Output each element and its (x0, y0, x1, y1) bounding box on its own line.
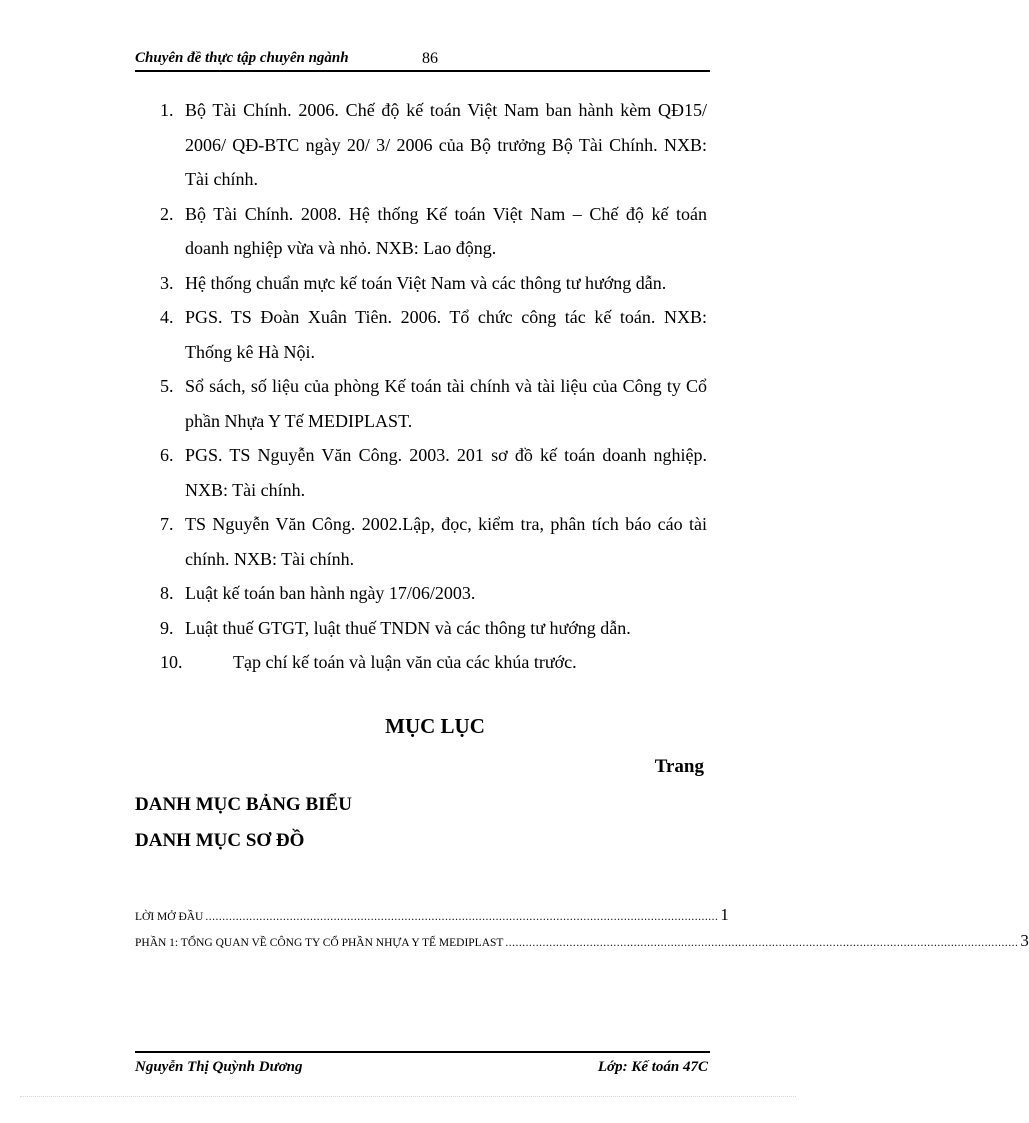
toc-entry-page: 1 (720, 905, 729, 924)
reference-text: PGS. TS Nguyễn Văn Công. 2003. 201 sơ đồ kế toán doanh nghiệp. NXB: Tài chính. (185, 445, 707, 500)
header-title: Chuyên đề thực tập chuyên ngành (135, 50, 349, 66)
reference-text: Bộ Tài Chính. 2008. Hệ thống Kế toán Việt Nam – Chế độ kế toán doanh nghiệp vừa và nhỏ. NXB: Lao động. (185, 203, 707, 258)
reference-number: 10. (160, 652, 183, 672)
reference-number: 9. (160, 617, 174, 638)
reference-item (135, 369, 707, 438)
reference-text: Tạp chí kế toán và luận văn của các khúa trước. (233, 652, 577, 672)
toc-leader-dots: ........................................................................................................................................................ (205, 911, 719, 923)
reference-number: 8. (160, 583, 174, 603)
reference-item (135, 266, 707, 301)
page-number: 86 (422, 50, 438, 67)
reference-item (135, 197, 707, 266)
reference-item (135, 300, 707, 369)
toc-entry-label: PHẦN 1: TỔNG QUAN VỀ CÔNG TY CỔ PHẦN NHỰA Y TẾ MEDIPLAST (135, 937, 504, 949)
toc-entry[interactable] (135, 931, 1029, 951)
toc-leader-dots: ........................................................................................................................................................ (505, 937, 1019, 949)
reference-number: 6. (160, 445, 174, 465)
reference-number: 4. (160, 307, 174, 327)
reference-text: Bộ Tài Chính. 2006. Chế độ kế toán Việt Nam ban hành kèm QĐ15/ 2006/ QĐ-BTC ngày 20/ 3/ 2006 của Bộ trưởng Bộ Tài Chính. NXB: Tài chính. (185, 100, 707, 189)
reference-number: 7. (160, 514, 174, 534)
reference-text: Luật thuế GTGT, luật thuế TNDN và các thông tư hướng dẫn. (185, 617, 631, 638)
reference-text: Sổ sách, số liệu của phòng Kế toán tài chính và tài liệu của Công ty Cổ phần Nhựa Y Tế MEDIPLAST. (185, 376, 707, 431)
footer-author: Nguyễn Thị Quỳnh Dương (135, 1059, 303, 1075)
toc-heading-diagrams: DANH MỤC SƠ ĐỒ (135, 830, 305, 851)
reference-text: Luật kế toán ban hành ngày 17/06/2003. (185, 583, 476, 603)
reference-text: Hệ thống chuẩn mực kế toán Việt Nam và các thông tư hướng dẫn. (185, 272, 667, 293)
reference-item (135, 645, 707, 680)
reference-item (135, 576, 707, 611)
reference-item (135, 438, 707, 507)
reference-number: 5. (160, 376, 174, 396)
page-footer (135, 1051, 710, 1075)
reference-text: TS Nguyễn Văn Công. 2002.Lập, đọc, kiểm tra, phân tích báo cáo tài chính. NXB: Tài chính. (185, 514, 707, 569)
reference-text: PGS. TS Đoàn Xuân Tiên. 2006. Tổ chức công tác kế toán. NXB: Thống kê Hà Nội. (185, 307, 707, 362)
toc-entry-page: 3 (1020, 931, 1029, 950)
page-header (135, 48, 710, 72)
toc-heading-tables: DANH MỤC BẢNG BIỂU (135, 794, 352, 815)
reference-item (135, 93, 707, 197)
toc-title: MỤC LỤC (385, 714, 485, 738)
toc-entry-label: LỜI MỞ ĐẦU (135, 911, 204, 923)
reference-item (135, 611, 707, 646)
footer-class: Lớp: Kế toán 47C (597, 1059, 708, 1075)
reference-number: 2. (160, 203, 174, 224)
page-edge-divider (20, 1096, 796, 1097)
reference-number: 1. (160, 100, 174, 120)
reference-number: 3. (160, 272, 174, 293)
reference-list (135, 93, 707, 680)
toc-page-column-label: Trang (654, 756, 704, 777)
toc-entry[interactable] (135, 905, 729, 925)
reference-item (135, 507, 707, 576)
